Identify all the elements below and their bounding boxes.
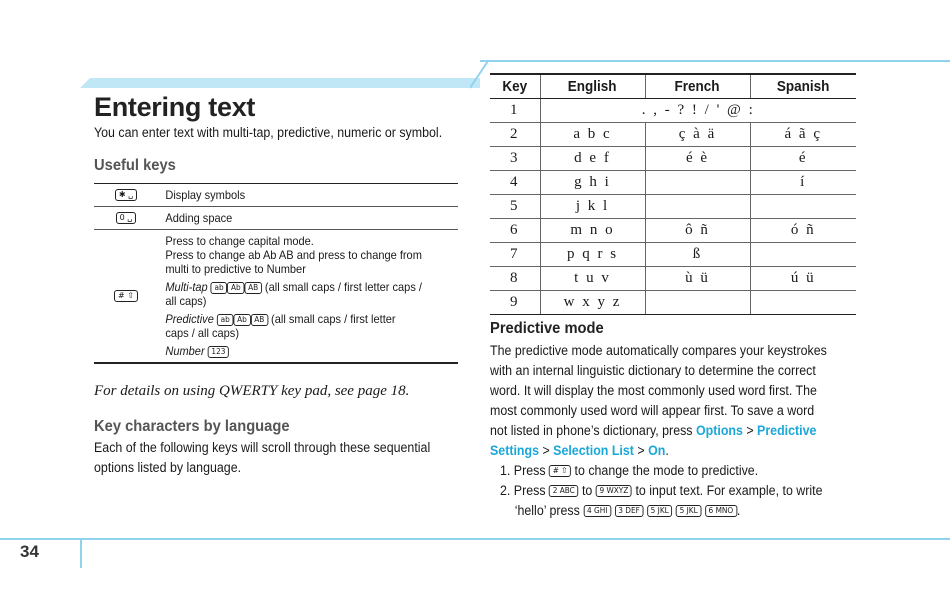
english-cell: j k l <box>540 194 645 218</box>
table-row <box>490 194 856 218</box>
multitap-ab-icon: ab <box>211 282 228 294</box>
predictive-Ab-icon: Ab <box>233 314 250 326</box>
options-link: Options <box>695 423 743 438</box>
spanish-cell: á ã ç <box>750 122 856 146</box>
step-2: 2. Press 2 ABC to 9 WXYZ to input text. For example, to write <box>500 483 823 498</box>
table-header-row <box>490 74 856 98</box>
key-cell: 1 <box>490 98 540 122</box>
mode-line-3: multi to predictive to Number <box>165 262 306 276</box>
french-cell: ß <box>645 242 750 266</box>
predictive-label: Predictive <box>165 312 214 326</box>
zero-key-icon: 0 ␣ <box>116 212 137 224</box>
table-row <box>490 266 856 290</box>
table-row <box>490 170 856 194</box>
qwerty-note: For details on using QWERTY key pad, see page 18. <box>94 383 410 399</box>
key-5-icon: 5 JKL <box>647 505 672 517</box>
header-english: English <box>540 74 645 98</box>
english-cell: g h i <box>540 170 645 194</box>
table-row <box>490 242 856 266</box>
header-band-slant <box>470 60 490 90</box>
multitap-AB-icon: AB <box>244 282 261 294</box>
english-cell: d e f <box>540 146 645 170</box>
page-number-divider <box>80 540 82 568</box>
step-1: 1. Press # ⇧ to change the mode to predictive. <box>500 463 759 478</box>
key-5-icon: 5 JKL <box>676 505 701 517</box>
header-spanish: Spanish <box>750 74 856 98</box>
predictive-heading: Predictive mode <box>490 320 604 337</box>
useful-key-row-mode <box>94 230 458 362</box>
useful-keys-table <box>94 183 458 364</box>
useful-key-row-symbols <box>94 184 458 207</box>
english-cell: m n o <box>540 218 645 242</box>
mode-line-1: Press to change capital mode. <box>165 234 314 248</box>
predictive-settings-link-1: Predictive <box>757 423 817 438</box>
on-link: On <box>648 443 666 458</box>
useful-key-desc: Adding space <box>165 211 233 225</box>
table-row <box>490 122 856 146</box>
french-cell: ç à ä <box>645 122 750 146</box>
key-chars-heading: Key characters by language <box>94 418 290 435</box>
header-french: French <box>645 74 750 98</box>
french-cell: é è <box>645 146 750 170</box>
spanish-cell <box>750 194 856 218</box>
spanish-cell <box>750 290 856 314</box>
english-cell: a b c <box>540 122 645 146</box>
header-band <box>80 78 480 88</box>
multitap-label: Multi-tap <box>165 280 208 294</box>
footer-rule <box>0 538 950 540</box>
french-cell <box>645 290 750 314</box>
selection-list-link: Selection List <box>553 443 634 458</box>
table-row <box>490 146 856 170</box>
useful-keys-heading: Useful keys <box>94 157 176 174</box>
predictive-text <box>490 341 827 461</box>
spanish-cell <box>750 242 856 266</box>
french-cell <box>645 194 750 218</box>
spanish-cell: ó ñ <box>750 218 856 242</box>
predictive-line-5: not listed in phone’s dictionary, press <box>490 423 696 438</box>
key-cell: 6 <box>490 218 540 242</box>
predictive-line-2: with an internal linguistic dictionary to determine the correct <box>490 363 816 378</box>
key-cell: 2 <box>490 122 540 146</box>
key-3-icon: 3 DEF <box>615 505 644 517</box>
key-cell: 4 <box>490 170 540 194</box>
step-2-cont: ‘hello’ press 4 GHI 3 DEF 5 JKL 5 JKL 6 MNO . <box>514 503 741 518</box>
french-cell: ô ñ <box>645 218 750 242</box>
predictive-steps <box>500 461 823 521</box>
predictive-line-4: most commonly used word will appear first. To save a word <box>490 403 815 418</box>
key-chars-text <box>94 438 430 478</box>
header-rule <box>480 60 950 62</box>
useful-key-desc <box>158 230 434 362</box>
key-cell: 3 <box>490 146 540 170</box>
multitap-desc-2: all caps) <box>165 294 207 308</box>
number-mode-icon: 123 <box>208 346 229 358</box>
french-cell <box>645 170 750 194</box>
predictive-ab-icon: ab <box>217 314 234 326</box>
french-cell: ù ü <box>645 266 750 290</box>
menu-separator: > <box>539 443 554 458</box>
key-4-icon: 4 GHI <box>583 505 611 517</box>
star-key-icon: ✱ ␣ <box>115 189 137 201</box>
predictive-desc-1: (all small caps / first letter <box>271 312 396 326</box>
period: . <box>665 443 669 458</box>
predictive-settings-link-2: Settings <box>490 443 540 458</box>
number-label: Number <box>165 344 205 358</box>
english-cell: p q r s <box>540 242 645 266</box>
multitap-Ab-icon: Ab <box>227 282 244 294</box>
header-key: Key <box>490 74 540 98</box>
table-row <box>490 218 856 242</box>
spanish-cell: ú ü <box>750 266 856 290</box>
key-chars-line-2: options listed by language. <box>94 460 242 475</box>
key-cell: 8 <box>490 266 540 290</box>
language-key-table <box>490 73 856 315</box>
hash-key-icon: # ⇧ <box>549 465 571 477</box>
mode-line-2: Press to change ab Ab AB and press to change from <box>165 248 422 262</box>
table-row <box>490 290 856 314</box>
key-6-icon: 6 MNO <box>705 505 737 517</box>
english-cell: w x y z <box>540 290 645 314</box>
english-cell: t u v <box>540 266 645 290</box>
hash-key-icon: # ⇧ <box>114 290 138 302</box>
menu-separator: > <box>742 423 758 438</box>
page-title: Entering text <box>94 92 256 122</box>
predictive-line-1: The predictive mode automatically compares your keystrokes <box>490 343 827 358</box>
key-9-icon: 9 WXYZ <box>596 485 632 497</box>
page-number: 34 <box>20 542 39 561</box>
intro-text: You can enter text with multi-tap, predictive, numeric or symbol. <box>94 125 443 140</box>
spanish-cell: í <box>750 170 856 194</box>
key-cell: 7 <box>490 242 540 266</box>
key-2-icon: 2 ABC <box>549 485 578 497</box>
predictive-desc-2: caps / all caps) <box>165 326 240 340</box>
table-row <box>490 98 856 122</box>
multitap-desc-1: (all small caps / first letter caps / <box>264 280 422 294</box>
key-cell: 5 <box>490 194 540 218</box>
predictive-AB-icon: AB <box>251 314 268 326</box>
useful-key-row-space <box>94 207 458 230</box>
spanish-cell: é <box>750 146 856 170</box>
predictive-line-3: word. It will display the most commonly used word first. The <box>490 383 817 398</box>
key-cell: 9 <box>490 290 540 314</box>
useful-key-desc: Display symbols <box>165 188 246 202</box>
key-chars-line-1: Each of the following keys will scroll through these sequential <box>94 440 431 455</box>
all-languages-cell: . , - ? ! / ' @ : <box>540 98 856 122</box>
menu-separator: > <box>633 443 649 458</box>
